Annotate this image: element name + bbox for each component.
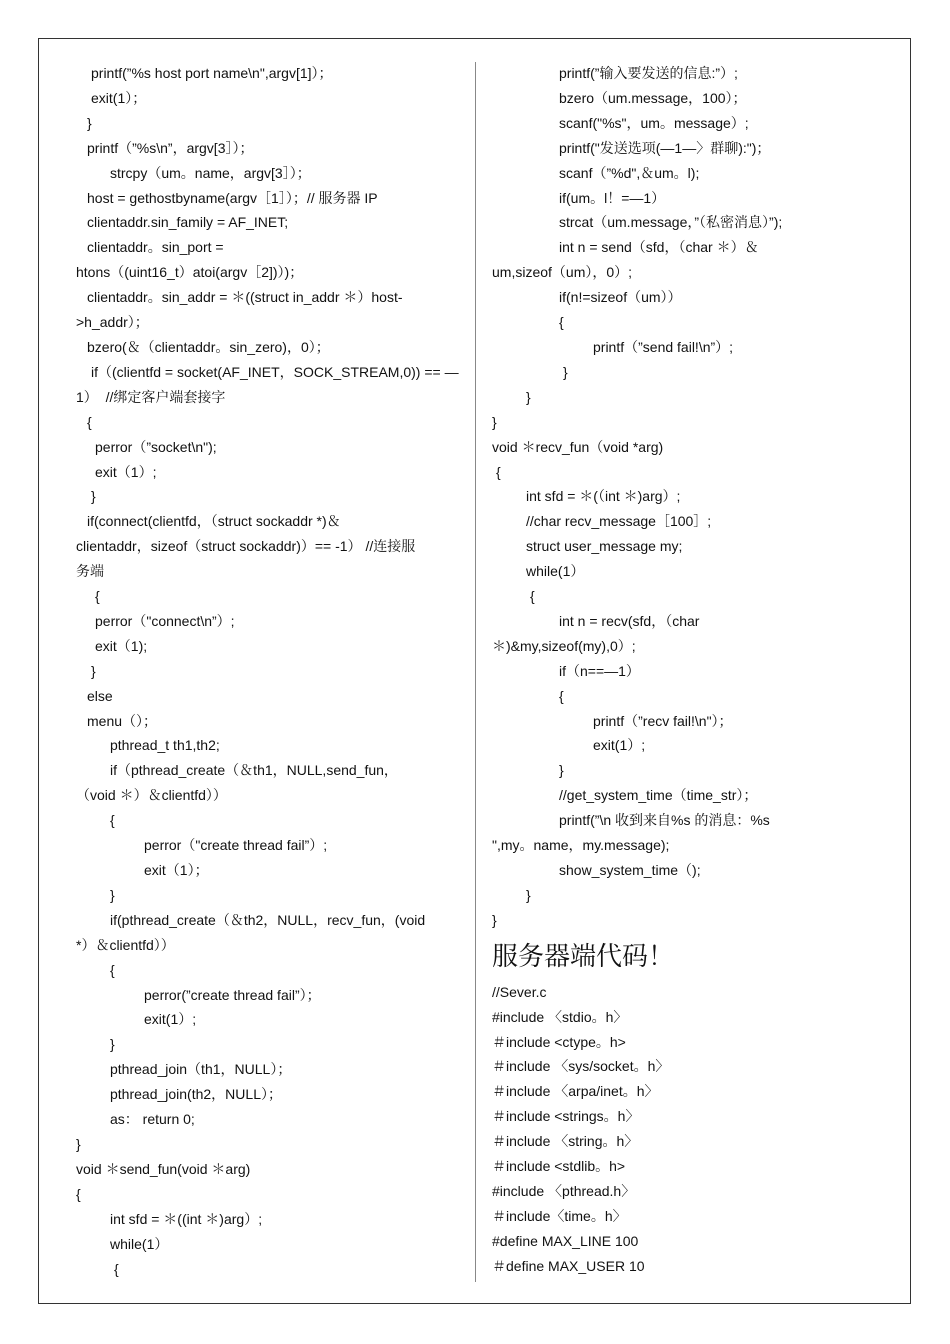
code-line: //get_system_time（time_str）；	[559, 787, 758, 804]
code-line: clientaddr。sin_port =	[87, 239, 224, 256]
code-line: exit(1）；	[91, 89, 147, 106]
code-line: as： return 0;	[110, 1111, 195, 1128]
code-line: //Sever.c	[492, 983, 547, 1000]
code-line: #include 〈stdio。h〉	[492, 1008, 628, 1025]
code-line: }	[526, 388, 531, 405]
code-line: >h_addr）；	[76, 314, 149, 331]
code-line: {	[110, 812, 115, 829]
code-line: htons（(uint16_t）atoi(argv［2])）)；	[76, 264, 304, 281]
server-code-block	[492, 980, 868, 1279]
client-code-block	[492, 61, 868, 933]
code-line: pthread_t th1,th2;	[110, 737, 220, 754]
code-line: int sfd = ＊((int ＊)arg）;	[110, 1210, 263, 1227]
code-line: if(um。l！=—1）	[559, 189, 666, 206]
code-line: bzero（um.message，100）；	[559, 89, 747, 106]
code-line: 1） //绑定客户端套接字	[76, 388, 226, 405]
code-line: pthread_join(th2，NULL）；	[110, 1086, 282, 1103]
code-line: printf(”输入要发送的信息:”）;	[559, 65, 738, 81]
code-line: exit（1）；	[144, 862, 209, 878]
code-line: ",my。name，my.message);	[492, 837, 670, 854]
code-line: if(pthread_create（＆th2，NULL，recv_fun，(void	[110, 911, 426, 928]
code-line: ＃include <strings。h〉	[492, 1108, 640, 1125]
code-line: printf("发送选项(—1—〉群聊):")；	[559, 139, 771, 156]
code-line: {	[559, 314, 564, 331]
code-line: scanf("%s"，um。message）;	[559, 114, 749, 131]
code-line: {	[530, 588, 535, 605]
code-line: perror(”create thread fail”）；	[144, 986, 321, 1003]
code-line: if（(clientfd = socket(AF_INET，SOCK_STREAM,0)) == —	[91, 363, 459, 380]
code-line: {	[87, 413, 92, 430]
code-line: ＊)&my,sizeof(my),0）;	[492, 637, 636, 654]
code-line: exit（1）;	[95, 463, 157, 480]
code-line: }	[91, 488, 96, 505]
code-line: {	[95, 588, 100, 605]
code-line: if(connect(clientfd，（struct sockaddr *)＆	[87, 513, 341, 530]
code-line: #include 〈pthread.h〉	[492, 1182, 636, 1199]
left-code-column	[76, 61, 462, 1281]
code-line: void ＊recv_fun（void *arg)	[492, 438, 664, 455]
code-line: ＃include 〈string。h〉	[492, 1133, 639, 1150]
code-line: {	[559, 687, 564, 704]
code-line: int n = recv(sfd，（char	[559, 612, 700, 629]
code-line: }	[110, 1036, 115, 1053]
code-line: }	[559, 762, 564, 779]
code-line: bzero(＆（clientaddr。sin_zero)，0）；	[87, 338, 330, 355]
code-line: ＃include 〈sys/socket。h〉	[492, 1058, 670, 1075]
right-code-column	[492, 61, 868, 1279]
code-line: clientaddr.sin_family = AF_INET;	[87, 214, 289, 231]
code-line: ＃include <ctype。h>	[492, 1033, 626, 1050]
code-line: {	[76, 1185, 81, 1202]
code-line: printf（”%s\n”，argv[3］）；	[87, 139, 254, 156]
code-line: ＃define MAX_USER 10	[492, 1257, 645, 1274]
code-line: strcat（um.message，”（私密消息）”);	[559, 214, 783, 231]
code-line: {	[110, 961, 115, 978]
code-line: show_system_time（);	[559, 862, 701, 878]
code-line: menu（）；	[87, 712, 158, 729]
section-heading: 服务器端代码！	[492, 941, 675, 972]
code-line: （void ＊）＆clientfd））	[76, 787, 227, 804]
code-line: perror（"create thread fail”）;	[144, 837, 328, 854]
code-line: *）＆clientfd））	[76, 936, 175, 953]
code-line: if（n==—1）	[559, 662, 640, 679]
code-line: while(1）	[526, 563, 585, 580]
code-line: exit(1）;	[593, 737, 646, 754]
column-divider	[475, 62, 476, 1282]
code-line: }	[76, 1135, 81, 1152]
code-line: if(n!=sizeof（um））	[559, 289, 682, 306]
code-line: perror（”socket\n");	[95, 438, 217, 455]
code-line: clientaddr。sin_addr = ＊((struct in_addr ＊）host-	[87, 289, 403, 306]
code-line: exit（1);	[95, 637, 148, 654]
code-line: printf（”send fail!\n”）;	[593, 338, 734, 355]
code-line: else	[87, 687, 113, 704]
code-line: }	[110, 886, 115, 903]
code-line: int n = send（sfd，（char ＊）＆	[559, 239, 759, 256]
code-line: clientaddr，sizeof（struct sockaddr)）== -1） //连接服	[76, 538, 416, 555]
code-line: exit(1）;	[144, 1011, 197, 1028]
code-line: }	[492, 413, 497, 430]
code-line: struct user_message my;	[526, 538, 683, 555]
code-line: }	[87, 114, 92, 131]
code-line: void ＊send_fun(void ＊arg)	[76, 1160, 251, 1177]
code-line: 务端	[76, 563, 104, 580]
code-line: {	[496, 463, 501, 480]
code-line: {	[114, 1260, 119, 1277]
code-line: #define MAX_LINE 100	[492, 1232, 639, 1249]
code-line: ＃include〈time。h〉	[492, 1207, 627, 1224]
code-line: if（pthread_create（＆th1，NULL,send_fun，	[110, 762, 398, 779]
code-line: ＃include <stdlib。h>	[492, 1158, 626, 1175]
code-line: }	[563, 363, 568, 380]
code-line: }	[526, 886, 531, 903]
code-line: while(1）	[110, 1235, 169, 1252]
code-line: }	[492, 911, 497, 928]
code-line: printf(”%s host port name\n",argv[1]）；	[91, 65, 333, 81]
code-line: host = gethostbyname(argv［1］）；// 服务器 IP	[87, 189, 378, 206]
code-line: pthread_join（th1，NULL）；	[110, 1061, 292, 1078]
code-line: ＃include 〈arpa/inet。h〉	[492, 1083, 659, 1100]
code-line: }	[91, 662, 96, 679]
code-line: um,sizeof（um），0）;	[492, 264, 633, 281]
code-line: int sfd = ＊(（int ＊)arg）;	[526, 488, 681, 505]
code-line: printf（”recv fail!\n"）；	[593, 712, 733, 729]
code-line: printf(”\n 收到来自%s 的消息：%s	[559, 812, 770, 829]
code-line: perror（"connect\n”）;	[95, 612, 235, 629]
code-line: //char recv_message［100］;	[526, 513, 712, 530]
code-line: strcpy（um。name，argv[3］）；	[110, 164, 311, 181]
code-line: scanf（”%d",＆um。l);	[559, 164, 700, 181]
